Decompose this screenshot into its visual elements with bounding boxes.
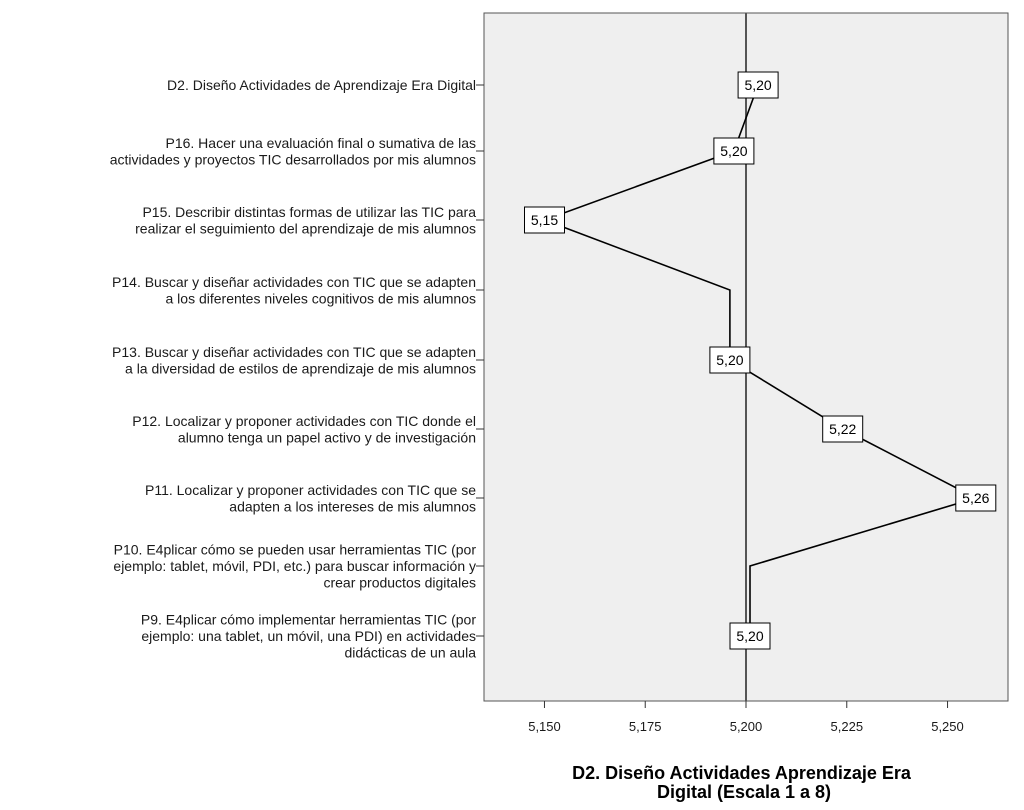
category-label-line: crear productos digitales	[323, 574, 476, 591]
data-label: 5,26	[962, 490, 990, 506]
category-label-line: a la diversidad de estilos de aprendizaje de mis alumnos	[125, 360, 476, 377]
x-tick-label: 5,150	[528, 719, 561, 734]
category-label-line: didácticas de un aula	[344, 644, 476, 661]
category-label	[141, 612, 476, 661]
x-axis-title-line: Digital (Escala 1 a 8)	[656, 782, 832, 802]
x-axis-title-line: D2. Diseño Actividades Aprendizaje Era	[572, 763, 911, 783]
category-label-line: actividades y proyectos TIC desarrollados por mis alumnos	[109, 151, 476, 168]
category-label-line: P11. Localizar y proponer actividades con TIC que se	[144, 481, 476, 498]
x-axis-ticks	[544, 701, 947, 708]
category-label	[112, 344, 476, 377]
x-tick-label: 5,200	[729, 719, 763, 734]
x-tick-label: 5,225	[830, 719, 864, 734]
data-label: 5,20	[744, 77, 772, 93]
x-tick-label: 5,175	[628, 719, 662, 734]
data-label: 5,20	[736, 628, 764, 644]
category-label-line: a los diferentes niveles cognitivos de mis alumnos	[165, 290, 476, 307]
category-label-line: P12. Localizar y proponer actividades con TIC donde el	[132, 412, 476, 429]
data-label: 5,15	[530, 212, 559, 228]
x-axis-title	[572, 763, 916, 802]
data-label: 5,22	[829, 421, 857, 437]
category-label-line: alumno tenga un papel activo y de investigación	[177, 429, 476, 446]
category-label	[135, 204, 476, 237]
category-label-line: realizar el seguimiento del aprendizaje de mis alumnos	[135, 220, 476, 237]
category-label-line: P16. Hacer una evaluación final o sumativa de las	[165, 134, 476, 151]
category-label-line: P9. E4plicar cómo implementar herramientas TIC (por	[140, 611, 476, 628]
data-label: 5,20	[720, 143, 748, 159]
x-axis-tick-labels	[528, 719, 964, 734]
category-label	[113, 542, 476, 591]
category-label	[110, 135, 476, 168]
data-label: 5,20	[716, 352, 744, 368]
category-label-line: P15. Describir distintas formas de utilizar las TIC para	[142, 203, 476, 220]
category-label	[167, 77, 476, 93]
category-label-line: D2. Diseño Actividades de Aprendizaje Era Digital	[167, 77, 476, 93]
category-label-line: ejemplo: una tablet, un móvil, una PDI) en actividades	[141, 628, 476, 644]
category-label-line: P13. Buscar y diseñar actividades con TIC que se adapten	[112, 343, 476, 360]
category-label	[112, 274, 476, 307]
category-label-line: ejemplo: tablet, móvil, PDI, etc.) para buscar información y	[113, 558, 476, 574]
category-label	[132, 413, 476, 446]
category-labels	[110, 77, 477, 661]
x-tick-label: 5,250	[931, 719, 964, 734]
category-label-line: P14. Buscar y diseñar actividades con TIC que se adapten	[112, 273, 476, 290]
category-label-line: P10. E4plicar cómo se pueden usar herramientas TIC (por	[113, 541, 476, 558]
category-label-line: adapten a los intereses de mis alumnos	[229, 498, 476, 515]
y-axis-ticks	[476, 85, 484, 636]
category-label	[145, 482, 476, 515]
